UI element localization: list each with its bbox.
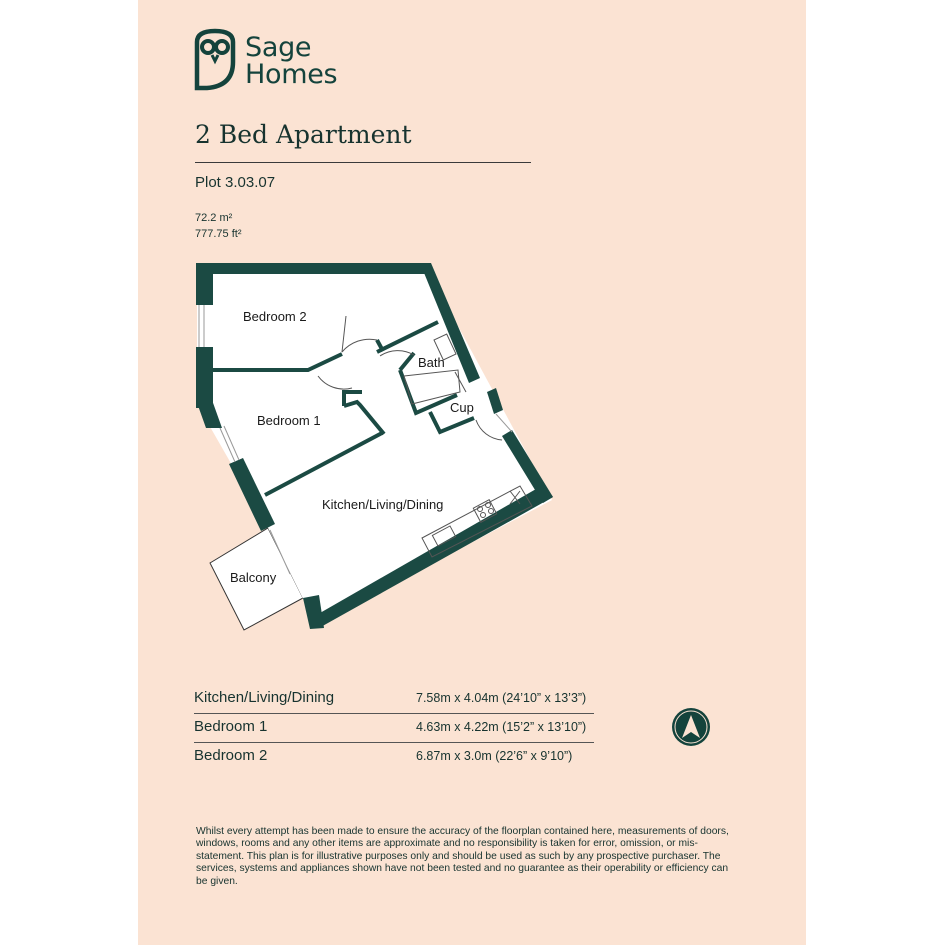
room-label-kitchen: Kitchen/Living/Dining [322, 497, 444, 512]
dimension-room: Bedroom 2 [194, 747, 268, 764]
room-label-bedroom2: Bedroom 2 [243, 309, 307, 324]
dimension-size: 6.87m x 3.0m (22’6” x 9’10”) [416, 749, 573, 763]
dimension-room: Bedroom 1 [194, 718, 268, 735]
disclaimer-text: Whilst every attempt has been made to ensure the accuracy of the floorplan contained here, measurements of doors, windows, rooms and any other items are approximate and no responsibility is taken for error, omission, or mis-statement. This plan is for illustrative purposes only and should be used as such by any prospective purchaser. The services, systems and appliances shown have not been tested and no guarantee as their operability or efficiency can be given. [196, 826, 729, 887]
sage-homes-logo [193, 28, 363, 94]
plot-number: Plot 3.03.07 [195, 174, 276, 191]
title-divider [195, 162, 531, 163]
page-title: 2 Bed Apartment [195, 120, 412, 149]
brand-name-line2: Homes [245, 59, 338, 90]
room-label-bedroom1: Bedroom 1 [257, 413, 321, 428]
brand-name-line1: Sage [245, 32, 312, 63]
dimension-divider [194, 742, 594, 743]
room-dimensions-table [194, 688, 614, 775]
north-arrow-icon [671, 707, 711, 747]
dimension-row [194, 688, 614, 717]
dimension-divider [194, 713, 594, 714]
room-label-cup: Cup [450, 400, 474, 415]
owl-logo-icon [193, 28, 237, 92]
area-sqft: 777.75 ft² [195, 228, 242, 240]
floorplan [183, 250, 563, 640]
brochure-sheet [138, 0, 806, 945]
room-label-balcony: Balcony [230, 570, 277, 585]
dimension-size: 7.58m x 4.04m (24’10” x 13’3”) [416, 691, 587, 705]
dimension-room: Kitchen/Living/Dining [194, 689, 335, 706]
dimension-size: 4.63m x 4.22m (15’2” x 13’10”) [416, 720, 587, 734]
brand-name [245, 34, 337, 88]
room-label-bath: Bath [418, 355, 445, 370]
area-sqm: 72.2 m² [195, 212, 233, 224]
dimension-row [194, 717, 614, 746]
dimension-row [194, 746, 614, 775]
